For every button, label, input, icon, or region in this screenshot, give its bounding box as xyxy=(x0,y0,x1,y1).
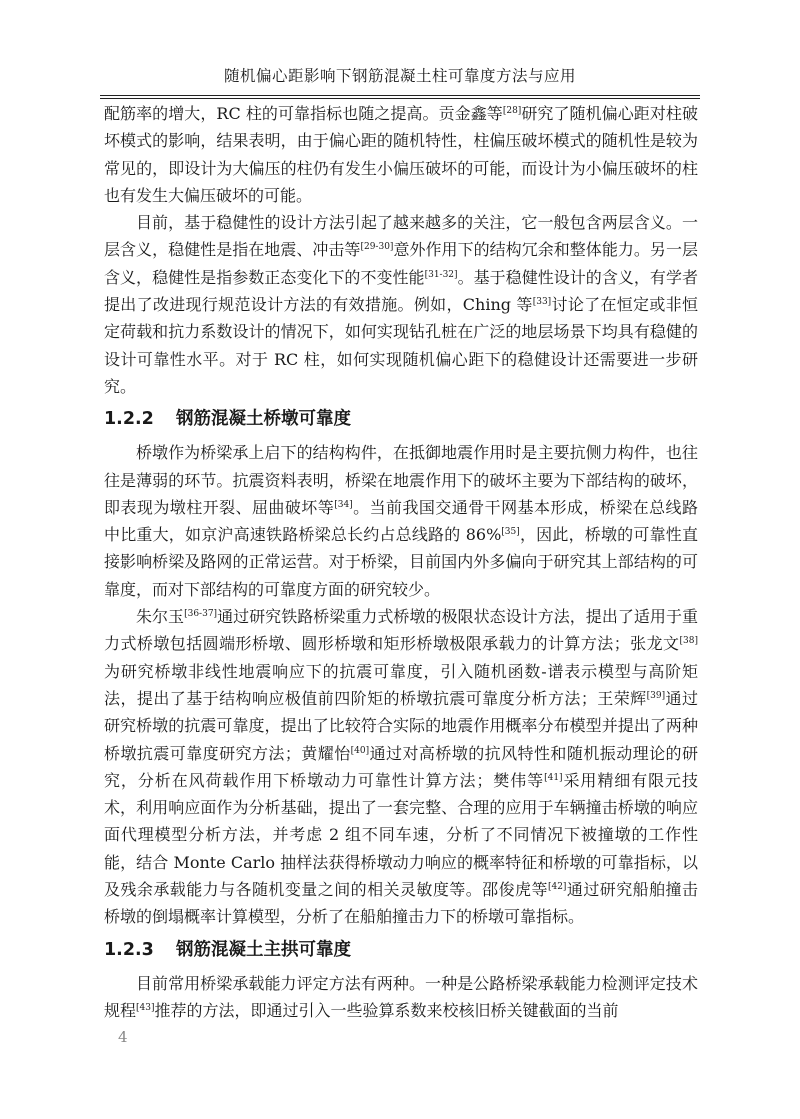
running-header: 随机偏心距影响下钢筋混凝土柱可靠度方法与应用 xyxy=(223,67,576,85)
text-run: 推荐的方法，即通过引入一些验算系数来校核旧桥关键截面的当前 xyxy=(154,1000,619,1020)
citation-ref: [38] xyxy=(679,636,698,647)
section-heading xyxy=(104,937,698,964)
text-run: 为研究桥墩非线性地震响应下的抗震可靠度，引入随机函数-谱表示模型与高阶矩法，提出了基于结构响应极值前四阶矩的桥墩抗震可靠度分析方法；王荣辉 xyxy=(104,661,698,708)
header-rule xyxy=(100,98,700,99)
header-rule xyxy=(100,95,700,96)
text-run: 配筋率的增大，RC 柱的可靠指标也随之提高。贡金鑫等 xyxy=(104,104,503,123)
citation-ref: [35] xyxy=(501,527,520,538)
citation-ref: [34] xyxy=(334,499,353,510)
text-run: 目前，基于稳健性的设计方法引起了越来越多的关注，它一般包含两层含义。一层含义，稳健性是指在地震、冲击等 xyxy=(104,213,698,260)
paragraph xyxy=(104,100,698,209)
section-number: 1.2.3 xyxy=(104,939,154,960)
text-run: 通过研究船舶撞击桥墩的倒塌概率计算模型，分析了在船舶撞击力下的桥墩可靠指标。 xyxy=(104,880,698,927)
text-run: 。基于稳健性设计的含义，有学者提出了改进现行规范设计方法的有效措施。例如，Ching 等 xyxy=(104,267,698,315)
text-run: 。当前我国交通骨干网基本形成，桥梁在总线路中比重大，如京沪高速铁路桥梁总长约占总线路的 86% xyxy=(104,497,698,545)
paragraph xyxy=(104,970,698,1025)
text-run: 研究了随机偏心距对柱破坏模式的影响，结果表明，由于偏心距的随机特性，柱偏压破坏模式的随机性是较为常见的，即设计为大偏压的柱仍有发生小偏压破坏的可能，而设计为小偏压破坏的柱也有发生大偏压破坏的可能。 xyxy=(104,104,698,205)
page-number: 4 xyxy=(118,1028,128,1046)
citation-ref: [36-37] xyxy=(184,609,218,620)
body-text xyxy=(104,100,698,1024)
paragraph xyxy=(104,603,698,931)
section-heading xyxy=(104,406,698,433)
paragraph xyxy=(104,209,698,400)
text-run: 讨论了在恒定或非恒定荷载和抗力系数设计的情况下，如何实现钻孔桩在广泛的地层场景下均具有稳健的设计可靠性水平。对于 RC 柱，如何实现随机偏心距下的稳健设计还需要进一步研究。 xyxy=(104,295,698,396)
text-run: 目前常用桥梁承载能力评定方法有两种。一种是公路桥梁承载能力检测评定技术规程 xyxy=(104,973,698,1020)
section-number: 1.2.2 xyxy=(104,409,154,430)
text-run: ，因此，桥墩的可靠性直接影响桥梁及路网的正常运营。对于桥梁，目前国内外多偏向于研究其上部结构的可靠度，而对下部结构的可靠度方面的研究较少。 xyxy=(104,525,698,599)
text-run: 采用精细有限元技术，利用响应面作为分析基础，提出了一套完整、合理的应用于车辆撞击桥墩的响应面代理模型分析方法，并考虑 2 组不同车速，分析了不同情况下被撞墩的工作性能，结合 Monte Carlo 抽样法获得桥墩动力响应的概率特征和桥墩的可靠指标，以及残余承载能力与各随机变量之间的相关灵敏度等。邵俊虎等 xyxy=(104,770,698,900)
citation-ref: [41] xyxy=(544,772,563,783)
text-run: 通过研究铁路桥梁重力式桥墩的极限状态设计方法，提出了适用于重力式桥墩包括圆端形桥墩、圆形桥墩和矩形桥墩极限承载力的计算方法；张龙文 xyxy=(104,607,698,654)
paragraph xyxy=(104,439,698,603)
citation-ref: [39] xyxy=(646,690,666,701)
text-run: 意外作用下的结构冗余和整体能力。另一层含义，稳健性是指参数正态变化下的不变性能 xyxy=(104,240,698,287)
citation-ref: [28] xyxy=(502,106,522,116)
citation-ref: [40] xyxy=(350,745,370,756)
text-run: 通过研究桥墩的抗震可靠度，提出了比较符合实际的地震作用概率分布模型并提出了两种桥墩抗震可靠度研究方法；黄耀怡 xyxy=(104,688,698,763)
text-run: 桥墩作为桥梁承上启下的结构构件，在抵御地震作用时是主要抗侧力构件，也往往是薄弱的环节。抗震资料表明，桥梁在地震作用下的破坏主要为下部结构的破坏，即表现为墩柱开裂、屈曲破坏等 xyxy=(104,443,698,517)
section-title: 钢筋混凝土桥墩可靠度 xyxy=(176,409,351,430)
citation-ref: [31-32] xyxy=(424,269,458,280)
section-title: 钢筋混凝土主拱可靠度 xyxy=(176,939,351,960)
text-run: 通过对高桥墩的抗风特性和随机振动理论的研究，分析在风荷载作用下桥墩动力可靠性计算方法；樊伟等 xyxy=(104,743,698,790)
text-run: 朱尔玉 xyxy=(136,607,185,627)
citation-ref: [43] xyxy=(136,1002,155,1013)
citation-ref: [42] xyxy=(547,882,567,893)
citation-ref: [29-30] xyxy=(360,242,394,253)
citation-ref: [33] xyxy=(532,297,552,308)
